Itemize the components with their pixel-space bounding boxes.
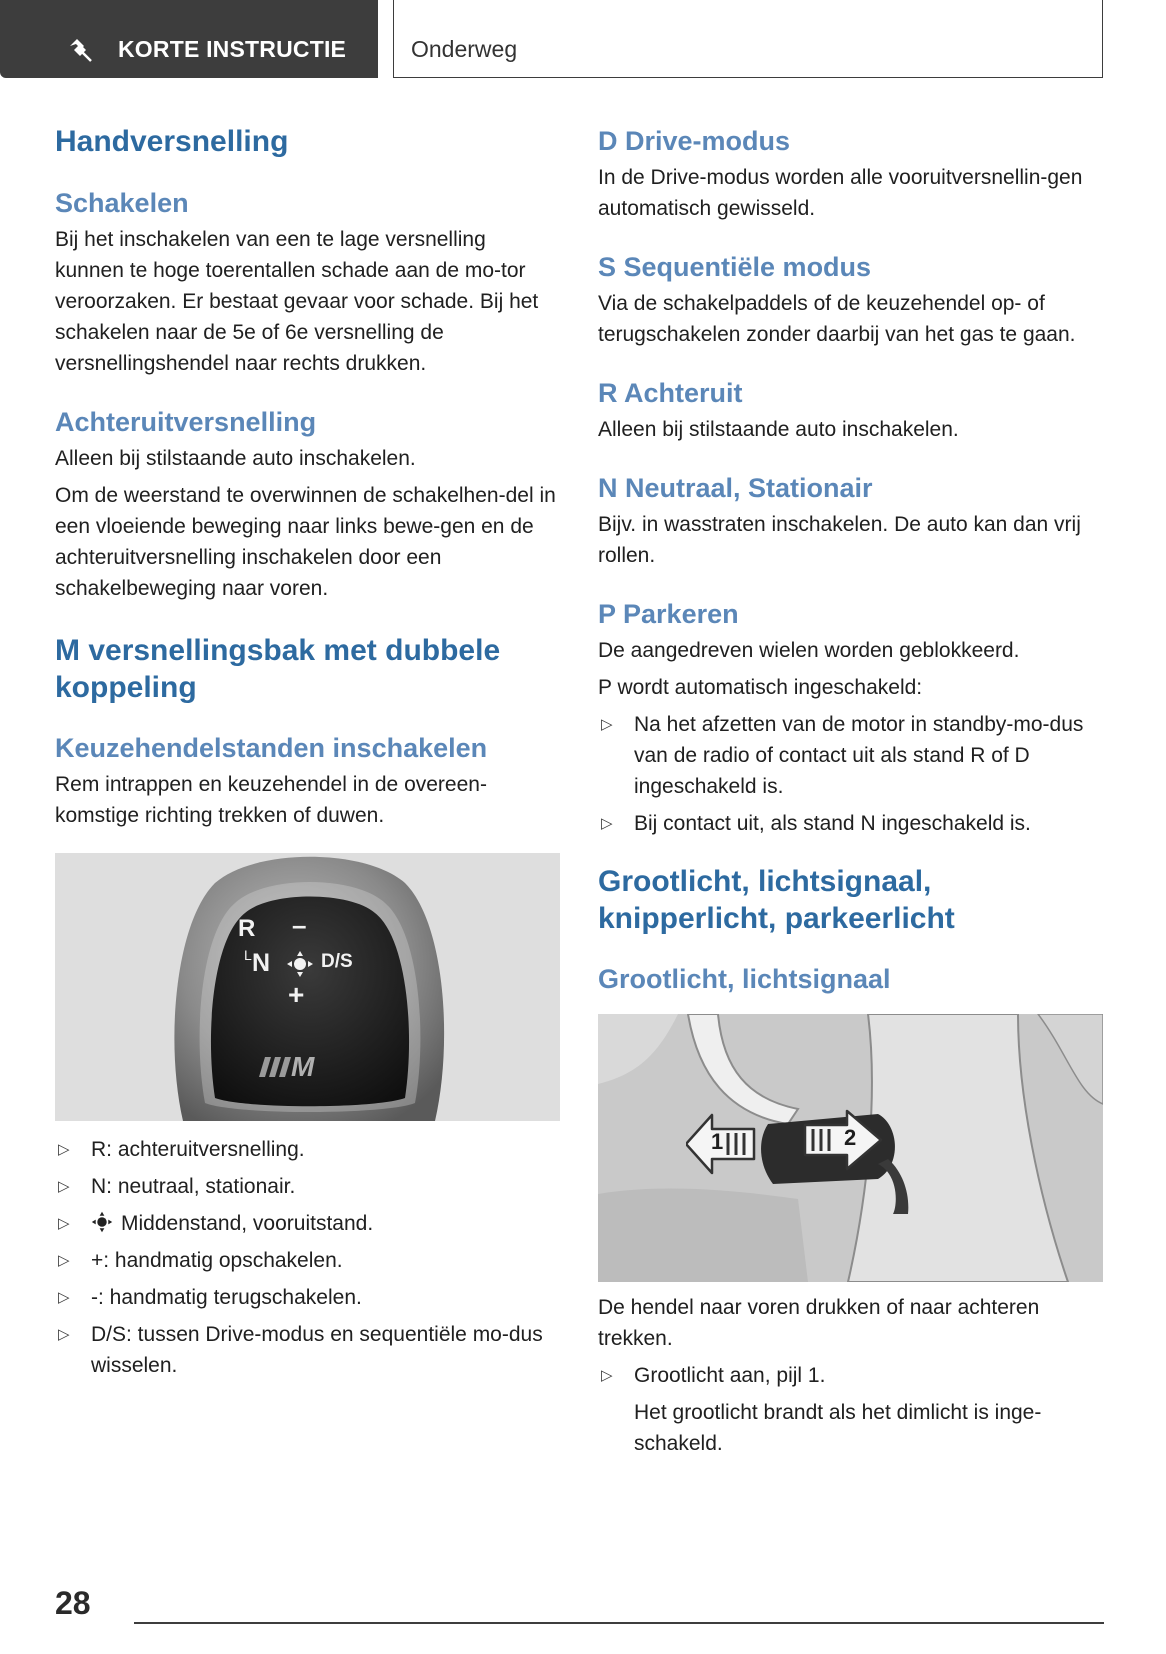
pushpin-icon — [66, 36, 94, 64]
list-item — [598, 709, 1103, 802]
section-tab-title: KORTE INSTRUCTIE — [118, 36, 347, 62]
list-item — [598, 808, 1103, 839]
list-item-text: Bij contact uit, als stand N ingeschakeld is. — [634, 812, 1031, 835]
knob-label-plus: + — [288, 979, 305, 1010]
list-item — [55, 1282, 560, 1313]
chapter-title: Onderweg — [411, 36, 518, 62]
heading-sequentiele-modus: S Sequentiële modus — [598, 252, 872, 282]
heading-grootlicht-lichtsignaal: Grootlicht, lichtsignaal — [598, 964, 891, 994]
knob-label-n: N — [252, 949, 271, 977]
knob-label-minus: – — [292, 910, 307, 940]
left-column — [55, 120, 560, 1381]
paragraph-sequentieel: Via de schakelpaddels of de keuzehendel op- of terugschakelen zonder daarbij van het gas te gaan. — [598, 292, 1076, 346]
turn-signal-lever-illustration — [598, 1014, 1103, 1282]
list-item-text: N: neutraal, stationair. — [91, 1175, 296, 1198]
list-item-text: +: handmatig opschakelen. — [91, 1249, 343, 1272]
triangle-bullet-icon: ▷ — [58, 1252, 70, 1269]
heading-achteruitversnelling: Achteruitversnelling — [55, 407, 317, 437]
list-item — [55, 1319, 560, 1381]
heading-schakelen: Schakelen — [55, 188, 189, 218]
list-item-subtext: Het grootlicht brandt als het dimlicht is inge-schakeld. — [634, 1401, 1042, 1455]
triangle-bullet-icon: ▷ — [58, 1178, 70, 1195]
footer-rule — [134, 1622, 1104, 1624]
heading-handversnelling: Handversnelling — [55, 125, 289, 158]
list-item — [55, 1245, 560, 1276]
gear-selector-illustration — [55, 853, 560, 1121]
header-tab — [0, 0, 378, 78]
m-logo: M — [291, 1051, 315, 1082]
list-item — [598, 1360, 1103, 1459]
center-position-icon — [286, 950, 314, 978]
triangle-bullet-icon: ▷ — [58, 1215, 70, 1232]
list-item-text: -: handmatig terugschakelen. — [91, 1286, 362, 1309]
center-position-icon — [91, 1211, 113, 1233]
arrow-1-label: 1 — [711, 1129, 724, 1154]
list-item — [55, 1208, 560, 1239]
list-item-text: Middenstand, vooruitstand. — [121, 1212, 374, 1235]
paragraph-schakelen: Bij het inschakelen van een te lage versnelling kunnen te hoge toerentallen schade aan de mo-tor veroorzaken. Er bestaat gevaar voor schade. Bij het schakelen naar de 5e of 6e versnelling de versnellingshendel naar rechts drukken. — [55, 228, 539, 375]
list-item — [55, 1134, 560, 1165]
heading-drive-modus: D Drive-modus — [598, 126, 791, 156]
triangle-bullet-icon: ▷ — [601, 716, 613, 733]
arrow-2-label: 2 — [844, 1125, 857, 1150]
knob-label-r: R — [238, 915, 256, 942]
knob-label-l: L — [244, 947, 252, 963]
paragraph-achteruit-2: Om de weerstand te overwinnen de schakelhen-del in een vloeiende beweging naar links bewe-gen en de achteruitversnelling inschakelen door een schakelbeweging naar voren. — [55, 484, 556, 600]
chapter-header — [393, 0, 1103, 78]
list-item-text: Grootlicht aan, pijl 1. — [634, 1364, 826, 1387]
triangle-bullet-icon: ▷ — [58, 1326, 70, 1343]
paragraph-hendel: De hendel naar voren drukken of naar achteren trekken. — [598, 1296, 1040, 1350]
list-item-text: Na het afzetten van de motor in standby-mo-dus van de radio of contact uit als stand R of D ingeschakeld is. — [634, 713, 1084, 798]
list-item — [55, 1171, 560, 1202]
paragraph-p-1: De aangedreven wielen worden geblokkeerd. — [598, 639, 1020, 662]
paragraph-n: Bijv. in wasstraten inschakelen. De auto kan dan vrij rollen. — [598, 513, 1081, 567]
triangle-bullet-icon: ▷ — [58, 1141, 70, 1158]
knob-label-ds: D/S — [321, 951, 353, 972]
triangle-bullet-icon: ▷ — [58, 1289, 70, 1306]
right-column — [598, 120, 1103, 1459]
heading-n-neutraal: N Neutraal, Stationair — [598, 473, 873, 503]
paragraph-keuzehendel: Rem intrappen en keuzehendel in de overeen-komstige richting trekken of duwen. — [55, 773, 487, 827]
list-item-text: R: achteruitversnelling. — [91, 1138, 305, 1161]
selector-position-list — [55, 1134, 560, 1381]
triangle-bullet-icon: ▷ — [601, 815, 613, 832]
heading-r-achteruit: R Achteruit — [598, 378, 743, 408]
triangle-bullet-icon: ▷ — [601, 1367, 613, 1384]
paragraph-r: Alleen bij stilstaande auto inschakelen. — [598, 418, 959, 441]
paragraph-p-2: P wordt automatisch ingeschakeld: — [598, 676, 923, 699]
heading-p-parkeren: P Parkeren — [598, 599, 739, 629]
page-number: 28 — [55, 1585, 91, 1621]
paragraph-achteruit-1: Alleen bij stilstaande auto inschakelen. — [55, 447, 416, 470]
heading-keuzehendelstanden: Keuzehendelstanden inschakelen — [55, 733, 488, 763]
paragraph-drive: In de Drive-modus worden alle vooruitversnellin-gen automatisch gewisseld. — [598, 166, 1083, 220]
heading-m-versnellingsbak: M versnellingsbak met dubbele koppeling — [55, 634, 501, 704]
list-item-text: D/S: tussen Drive-modus en sequentiële mo-dus wisselen. — [91, 1323, 543, 1377]
arrow-2-icon — [803, 1109, 883, 1171]
heading-grootlicht-group: Grootlicht, lichtsignaal, knipperlicht, parkeerlicht — [598, 865, 955, 935]
